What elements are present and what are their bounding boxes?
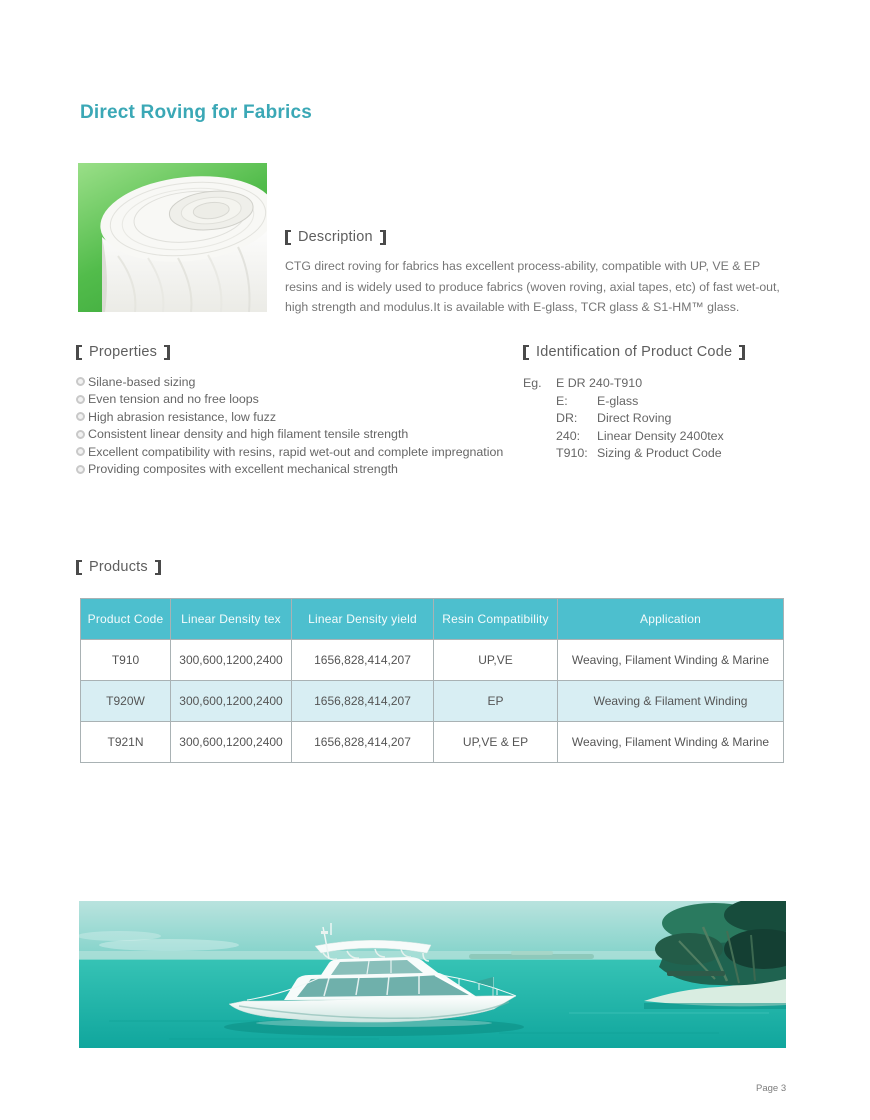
description-heading <box>285 229 805 245</box>
table-cell: T920W <box>81 681 171 722</box>
description-line: high strength and modulus.It is available with E-glass, TCR glass & S1-HM™ glass. <box>285 300 740 315</box>
example-code: E DR 240-T910 <box>556 376 643 390</box>
description-section <box>285 229 805 318</box>
code-meaning: Direct Roving <box>597 411 672 426</box>
products-section-heading <box>76 559 161 575</box>
products-heading <box>76 559 161 575</box>
column-header: Application <box>558 599 784 640</box>
page-title: Direct Roving for Fabrics <box>80 102 312 123</box>
right-bracket-icon <box>164 345 170 360</box>
identification-heading-label: Identification of Product Code <box>536 344 733 360</box>
properties-section <box>76 344 516 478</box>
table-cell: UP,VE <box>434 640 558 681</box>
roving-spool-illustration <box>78 163 267 312</box>
ring-bullet-icon <box>76 395 85 404</box>
code-breakdown-row <box>523 427 823 445</box>
list-item <box>76 461 516 479</box>
code-part: DR: <box>556 411 578 426</box>
list-item <box>76 443 516 461</box>
table-header-row <box>81 599 784 640</box>
right-bracket-icon <box>155 560 161 575</box>
left-bracket-icon <box>523 345 529 360</box>
products-table <box>80 598 784 763</box>
properties-heading <box>76 344 516 360</box>
table-cell: 1656,828,414,207 <box>292 681 434 722</box>
list-item <box>76 373 516 391</box>
property-text: Consistent linear density and high filament tensile strength <box>88 427 409 442</box>
column-header: Resin Compatibility <box>434 599 558 640</box>
example-code-row <box>523 374 823 392</box>
description-heading-label: Description <box>298 229 373 245</box>
table-cell: 300,600,1200,2400 <box>171 722 292 763</box>
ring-bullet-icon <box>76 377 85 386</box>
table-row <box>81 640 784 681</box>
code-breakdown-row <box>523 410 823 428</box>
left-bracket-icon <box>76 560 82 575</box>
table-cell: T921N <box>81 722 171 763</box>
yacht-seascape-photo <box>79 901 786 1048</box>
properties-list <box>76 373 516 478</box>
identification-section <box>523 344 823 462</box>
code-part: T910: <box>556 446 588 461</box>
description-line: resins and is widely used to produce fabrics (woven roving, axial tapes, etc) of fast wet-out, <box>285 279 780 294</box>
code-meaning: Linear Density 2400tex <box>597 428 724 443</box>
code-breakdown-row <box>523 392 823 410</box>
yacht-seascape-illustration <box>79 901 786 1048</box>
ring-bullet-icon <box>76 465 85 474</box>
code-breakdown-row <box>523 445 823 463</box>
property-text: High abrasion resistance, low fuzz <box>88 409 277 424</box>
right-bracket-icon <box>380 230 386 245</box>
list-item <box>76 391 516 409</box>
table-cell: UP,VE & EP <box>434 722 558 763</box>
property-text: Providing composites with excellent mechanical strength <box>88 462 398 477</box>
list-item <box>76 408 516 426</box>
properties-heading-label: Properties <box>89 344 158 360</box>
code-part: 240: <box>556 428 581 443</box>
left-bracket-icon <box>285 230 291 245</box>
table-cell: 300,600,1200,2400 <box>171 681 292 722</box>
table-cell: T910 <box>81 640 171 681</box>
identification-body <box>523 374 823 462</box>
table-cell: Weaving, Filament Winding & Marine <box>558 640 784 681</box>
property-text: Even tension and no free loops <box>88 392 259 407</box>
ring-bullet-icon <box>76 412 85 421</box>
identification-heading <box>523 344 823 360</box>
ring-bullet-icon <box>76 430 85 439</box>
products-heading-label: Products <box>89 559 148 575</box>
code-part: E: <box>556 393 568 408</box>
list-item <box>76 426 516 444</box>
code-meaning: Sizing & Product Code <box>597 446 722 461</box>
table-row <box>81 722 784 763</box>
example-label: Eg. <box>523 376 542 390</box>
column-header: Linear Density yield <box>292 599 434 640</box>
table-cell: 300,600,1200,2400 <box>171 640 292 681</box>
code-meaning: E-glass <box>597 393 639 408</box>
property-text: Excellent compatibility with resins, rapid wet-out and complete impregnation <box>88 444 504 459</box>
table-cell: 1656,828,414,207 <box>292 722 434 763</box>
left-bracket-icon <box>76 345 82 360</box>
ring-bullet-icon <box>76 447 85 456</box>
table-cell: Weaving, Filament Winding & Marine <box>558 722 784 763</box>
description-body <box>285 256 805 318</box>
table-cell: 1656,828,414,207 <box>292 640 434 681</box>
roving-spool-photo <box>78 163 267 312</box>
property-text: Silane-based sizing <box>88 374 196 389</box>
table-cell: Weaving & Filament Winding <box>558 681 784 722</box>
table-cell: EP <box>434 681 558 722</box>
column-header: Product Code <box>81 599 171 640</box>
right-bracket-icon <box>739 345 745 360</box>
table-row <box>81 681 784 722</box>
page-number: Page 3 <box>756 1083 787 1094</box>
description-line: CTG direct roving for fabrics has excellent process-ability, compatible with UP, VE & EP <box>285 259 761 273</box>
column-header: Linear Density tex <box>171 599 292 640</box>
